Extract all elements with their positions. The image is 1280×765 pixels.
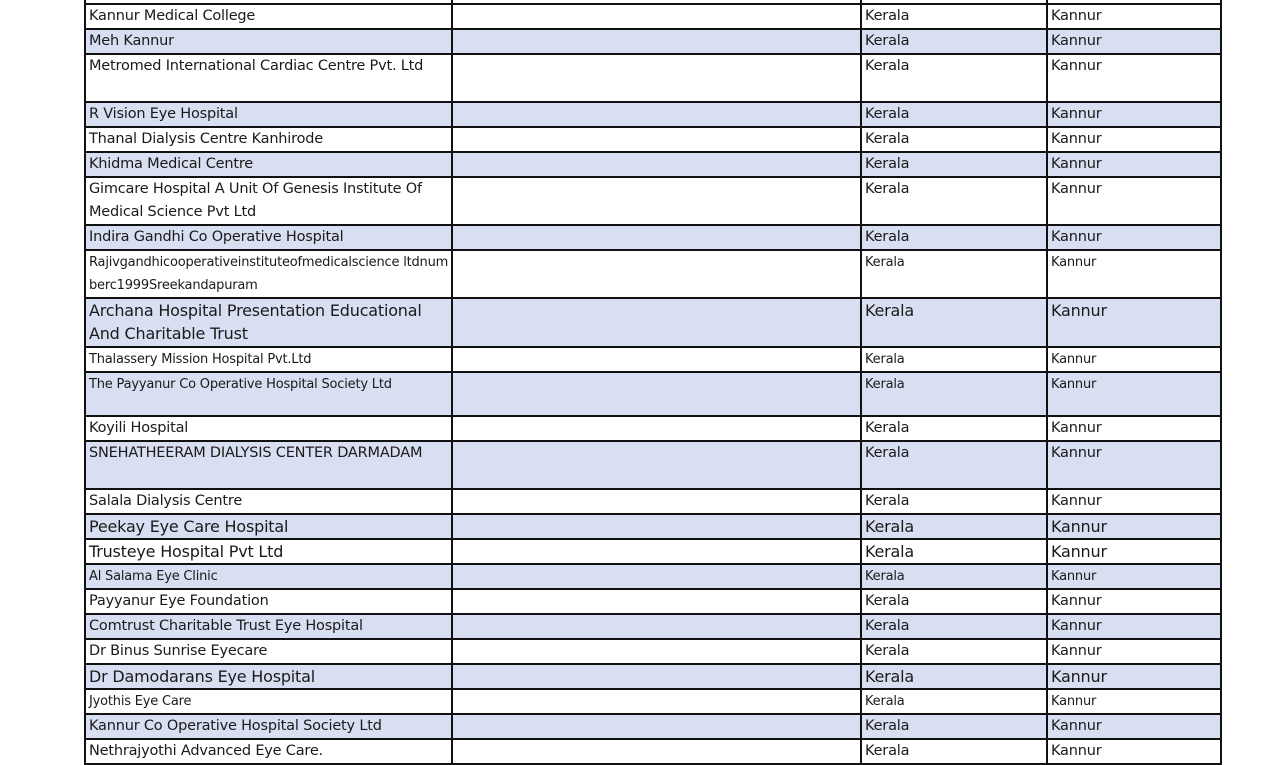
state-cell: Kerala	[861, 372, 1047, 416]
table-row	[85, 54, 1221, 102]
table-row	[85, 250, 1221, 298]
hospital-name-cell: Khidma Medical Centre	[85, 152, 452, 177]
blank-cell	[452, 152, 861, 177]
state-cell: Kerala	[861, 4, 1047, 29]
hospital-name-cell: R Vision Eye Hospital	[85, 102, 452, 127]
blank-cell	[452, 564, 861, 589]
blank-cell	[452, 177, 861, 225]
blank-cell	[452, 127, 861, 152]
district-cell: Kannur	[1047, 347, 1221, 372]
district-cell: Kannur	[1047, 4, 1221, 29]
blank-cell	[452, 54, 861, 102]
district-cell: Kannur	[1047, 225, 1221, 250]
table-row	[85, 4, 1221, 29]
blank-cell	[452, 225, 861, 250]
district-cell: Kannur	[1047, 714, 1221, 739]
hospital-name-cell: Comtrust Charitable Trust Eye Hospital	[85, 614, 452, 639]
district-cell: Kannur	[1047, 614, 1221, 639]
blank-cell	[452, 250, 861, 298]
table-row	[85, 102, 1221, 127]
state-cell: Kerala	[861, 225, 1047, 250]
state-cell: Kerala	[861, 714, 1047, 739]
hospital-name-cell: Jyothis Eye Care	[85, 689, 452, 714]
table-row	[85, 127, 1221, 152]
state-cell: Kerala	[861, 127, 1047, 152]
state-cell: Kerala	[861, 250, 1047, 298]
blank-cell	[452, 4, 861, 29]
blank-cell	[452, 372, 861, 416]
table-row	[85, 225, 1221, 250]
district-cell: Kannur	[1047, 29, 1221, 54]
district-cell: Kannur	[1047, 441, 1221, 489]
district-cell: Kannur	[1047, 639, 1221, 664]
table-row	[85, 441, 1221, 489]
hospital-name-cell: Trusteye Hospital Pvt Ltd	[85, 539, 452, 564]
blank-cell	[452, 739, 861, 764]
hospital-name-cell: Salala Dialysis Centre	[85, 489, 452, 514]
hospital-name-cell: Dr Damodarans Eye Hospital	[85, 664, 452, 689]
blank-cell	[452, 589, 861, 614]
state-cell: Kerala	[861, 54, 1047, 102]
state-cell: Kerala	[861, 664, 1047, 689]
table-row	[85, 514, 1221, 539]
district-cell: Kannur	[1047, 177, 1221, 225]
blank-cell	[452, 714, 861, 739]
district-cell: Kannur	[1047, 664, 1221, 689]
district-cell: Kannur	[1047, 589, 1221, 614]
state-cell: Kerala	[861, 347, 1047, 372]
hospital-name-cell: Payyanur Eye Foundation	[85, 589, 452, 614]
state-cell: Kerala	[861, 29, 1047, 54]
hospital-name-cell: Meh Kannur	[85, 29, 452, 54]
blank-cell	[452, 664, 861, 689]
district-cell: Kannur	[1047, 739, 1221, 764]
district-cell: Kannur	[1047, 539, 1221, 564]
state-cell: Kerala	[861, 689, 1047, 714]
hospital-name-cell: Gimcare Hospital A Unit Of Genesis Institute Of Medical Science Pvt Ltd	[85, 177, 452, 225]
table-row	[85, 372, 1221, 416]
hospital-name-cell: SNEHATHEERAM DIALYSIS CENTER DARMADAM	[85, 441, 452, 489]
hospital-name-cell: Thalassery Mission Hospital Pvt.Ltd	[85, 347, 452, 372]
table-row	[85, 298, 1221, 347]
table-row	[85, 664, 1221, 689]
state-cell: Kerala	[861, 152, 1047, 177]
state-cell: Kerala	[861, 177, 1047, 225]
district-cell: Kannur	[1047, 102, 1221, 127]
state-cell: Kerala	[861, 564, 1047, 589]
district-cell: Kannur	[1047, 564, 1221, 589]
blank-cell	[452, 298, 861, 347]
blank-cell	[452, 347, 861, 372]
table-row	[85, 564, 1221, 589]
hospital-table	[84, 0, 1222, 765]
table-row	[85, 539, 1221, 564]
hospital-name-cell: Nethrajyothi Advanced Eye Care.	[85, 739, 452, 764]
hospital-name-cell: Indira Gandhi Co Operative Hospital	[85, 225, 452, 250]
state-cell: Kerala	[861, 739, 1047, 764]
blank-cell	[452, 102, 861, 127]
hospital-name-cell: Metromed International Cardiac Centre Pvt. Ltd	[85, 54, 452, 102]
blank-cell	[452, 539, 861, 564]
table-row	[85, 416, 1221, 441]
state-cell: Kerala	[861, 298, 1047, 347]
hospital-name-cell: The Payyanur Co Operative Hospital Society Ltd	[85, 372, 452, 416]
blank-cell	[452, 614, 861, 639]
hospital-name-cell: Kannur Medical College	[85, 4, 452, 29]
blank-cell	[452, 489, 861, 514]
table-row	[85, 152, 1221, 177]
table-row	[85, 589, 1221, 614]
table-row	[85, 489, 1221, 514]
state-cell: Kerala	[861, 514, 1047, 539]
district-cell: Kannur	[1047, 489, 1221, 514]
district-cell: Kannur	[1047, 514, 1221, 539]
blank-cell	[452, 441, 861, 489]
district-cell: Kannur	[1047, 250, 1221, 298]
district-cell: Kannur	[1047, 298, 1221, 347]
state-cell: Kerala	[861, 639, 1047, 664]
table-row	[85, 739, 1221, 764]
district-cell: Kannur	[1047, 54, 1221, 102]
state-cell: Kerala	[861, 539, 1047, 564]
district-cell: Kannur	[1047, 372, 1221, 416]
state-cell: Kerala	[861, 102, 1047, 127]
district-cell: Kannur	[1047, 416, 1221, 441]
table-row	[85, 639, 1221, 664]
hospital-name-cell: Al Salama Eye Clinic	[85, 564, 452, 589]
hospital-name-cell: Rajivgandhicooperativeinstituteofmedicalscience ltdnumberc1999Sreekandapuram	[85, 250, 452, 298]
hospital-name-cell: Archana Hospital Presentation Educational And Charitable Trust	[85, 298, 452, 347]
state-cell: Kerala	[861, 489, 1047, 514]
state-cell: Kerala	[861, 614, 1047, 639]
state-cell: Kerala	[861, 441, 1047, 489]
hospital-name-cell: Dr Binus Sunrise Eyecare	[85, 639, 452, 664]
district-cell: Kannur	[1047, 127, 1221, 152]
table-row	[85, 29, 1221, 54]
hospital-name-cell: Peekay Eye Care Hospital	[85, 514, 452, 539]
hospital-name-cell: Koyili Hospital	[85, 416, 452, 441]
table-row	[85, 614, 1221, 639]
blank-cell	[452, 29, 861, 54]
state-cell: Kerala	[861, 416, 1047, 441]
table-row	[85, 347, 1221, 372]
blank-cell	[452, 689, 861, 714]
district-cell: Kannur	[1047, 689, 1221, 714]
table-row	[85, 177, 1221, 225]
blank-cell	[452, 514, 861, 539]
table-row	[85, 689, 1221, 714]
blank-cell	[452, 639, 861, 664]
hospital-name-cell: Thanal Dialysis Centre Kanhirode	[85, 127, 452, 152]
state-cell: Kerala	[861, 589, 1047, 614]
hospital-name-cell: Kannur Co Operative Hospital Society Ltd	[85, 714, 452, 739]
table-row	[85, 714, 1221, 739]
hospital-table-body	[85, 0, 1221, 764]
blank-cell	[452, 416, 861, 441]
district-cell: Kannur	[1047, 152, 1221, 177]
